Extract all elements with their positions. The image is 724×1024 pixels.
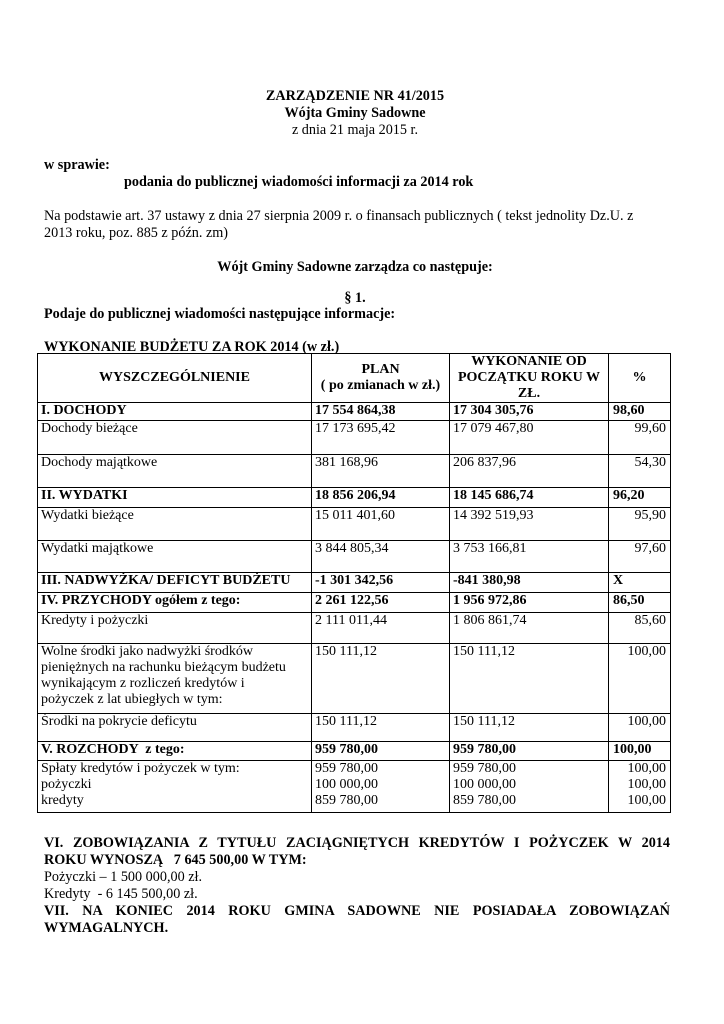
row-exec: 1 806 861,74 — [450, 613, 609, 644]
row-plan: 17 554 864,38 — [312, 403, 450, 421]
row-exec: 14 392 519,93 — [450, 508, 609, 541]
paragraph-number: § 1. — [344, 290, 366, 306]
row-name-line2: pożyczki — [41, 777, 92, 792]
row-name: Dochody majątkowe — [38, 455, 312, 488]
row-pct: 86,50 — [609, 593, 671, 613]
table-header-row — [38, 354, 671, 403]
header-execution-line1: WYKONANIE OD — [471, 354, 587, 369]
row-pct: 97,60 — [609, 541, 671, 573]
row-name: I. DOCHODY — [38, 403, 312, 421]
row-pct-line2: 100,00 — [627, 777, 666, 792]
row-pct-line3: 100,00 — [627, 793, 666, 808]
row-pct: 54,30 — [609, 455, 671, 488]
row-name: Kredyty i pożyczki — [38, 613, 312, 644]
row-exec — [450, 761, 609, 813]
row-name: V. ROZCHODY z tego: — [38, 742, 312, 761]
subject-label: w sprawie: — [44, 157, 110, 173]
row-pct: 98,60 — [609, 403, 671, 421]
header-plan-line2: ( po zmianach w zł.) — [320, 378, 441, 393]
document-title: ZARZĄDZENIE NR 41/2015 — [265, 88, 445, 104]
table-row — [38, 714, 671, 742]
row-plan-line3: 859 780,00 — [315, 793, 378, 808]
row-name-line3: wynikającym z rozliczeń kredytów i — [41, 676, 245, 691]
header-percent: % — [609, 354, 671, 403]
table-row — [38, 593, 671, 613]
row-pct: 100,00 — [609, 714, 671, 742]
row-name: IV. PRZYCHODY ogółem z tego: — [38, 593, 312, 613]
section-vi-loans: Pożyczki – 1 500 000,00 zł. — [44, 869, 203, 885]
section-vii-line2: WYMAGALNYCH. — [44, 920, 169, 936]
section-vi-line2: ROKU WYNOSZĄ 7 645 500,00 W TYM: — [44, 852, 307, 868]
document-issuer: Wójta Gminy Sadowne — [284, 105, 426, 121]
row-name — [38, 644, 312, 714]
row-name-line1: Spłaty kredytów i pożyczek w tym: — [41, 761, 240, 776]
row-exec: 959 780,00 — [450, 742, 609, 761]
header-plan — [312, 354, 450, 403]
row-name: II. WYDATKI — [38, 488, 312, 508]
row-plan: 959 780,00 — [312, 742, 450, 761]
row-name: Dochody bieżące — [38, 421, 312, 455]
row-name: Środki na pokrycie deficytu — [38, 714, 312, 742]
row-plan: 17 173 695,42 — [312, 421, 450, 455]
row-pct — [609, 761, 671, 813]
row-exec: 150 111,12 — [450, 644, 609, 714]
header-execution-line2: POCZĄTKU ROKU W — [457, 370, 601, 385]
row-pct: 95,90 — [609, 508, 671, 541]
row-name-line1: Wolne środki jako nadwyżki środków — [41, 644, 253, 659]
row-pct: X — [609, 573, 671, 593]
legal-basis-line2: 2013 roku, poz. 885 z późn. zm) — [44, 225, 229, 241]
row-plan: 2 261 122,56 — [312, 593, 450, 613]
table-row — [38, 403, 671, 421]
row-name-line3: kredyty — [41, 793, 84, 808]
row-exec-line2: 100 000,00 — [453, 777, 516, 792]
section-vi-credits: Kredyty - 6 145 500,00 zł. — [44, 886, 198, 902]
row-exec: 18 145 686,74 — [450, 488, 609, 508]
row-plan-line1: 959 780,00 — [315, 761, 378, 776]
table-row — [38, 508, 671, 541]
decree-line: Wójt Gminy Sadowne zarządza co następuje: — [217, 259, 493, 275]
document-date: z dnia 21 maja 2015 r. — [291, 122, 419, 138]
row-exec: -841 380,98 — [450, 573, 609, 593]
header-execution-line3: ZŁ. — [517, 386, 541, 401]
row-plan: 3 844 805,34 — [312, 541, 450, 573]
table-row — [38, 644, 671, 714]
row-plan: 18 856 206,94 — [312, 488, 450, 508]
header-description: WYSZCZEGÓLNIENIE — [38, 354, 312, 403]
row-pct: 99,60 — [609, 421, 671, 455]
table-row — [38, 488, 671, 508]
row-exec: 3 753 166,81 — [450, 541, 609, 573]
row-exec: 206 837,96 — [450, 455, 609, 488]
row-plan — [312, 761, 450, 813]
row-pct: 85,60 — [609, 613, 671, 644]
row-pct-line1: 100,00 — [627, 761, 666, 776]
table-row — [38, 541, 671, 573]
paragraph-text: Podaje do publicznej wiadomości następujące informacje: — [44, 306, 396, 322]
row-name: III. NADWYŻKA/ DEFICYT BUDŻETU — [38, 573, 312, 593]
row-exec: 150 111,12 — [450, 714, 609, 742]
row-name-line2: pieniężnych na rachunku bieżącym budżetu — [41, 660, 286, 675]
subject-text: podania do publicznej wiadomości informacji za 2014 rok — [124, 174, 474, 190]
row-plan-line2: 100 000,00 — [315, 777, 378, 792]
row-plan: 15 011 401,60 — [312, 508, 450, 541]
row-plan: -1 301 342,56 — [312, 573, 450, 593]
row-exec-line3: 859 780,00 — [453, 793, 516, 808]
row-exec: 1 956 972,86 — [450, 593, 609, 613]
header-execution — [450, 354, 609, 403]
table-row — [38, 761, 671, 813]
table-row — [38, 421, 671, 455]
row-name — [38, 761, 312, 813]
row-pct: 100,00 — [609, 742, 671, 761]
row-exec-line1: 959 780,00 — [453, 761, 516, 776]
budget-table — [37, 353, 671, 813]
table-row — [38, 455, 671, 488]
table-row — [38, 573, 671, 593]
row-name: Wydatki majątkowe — [38, 541, 312, 573]
row-exec: 17 079 467,80 — [450, 421, 609, 455]
row-plan: 150 111,12 — [312, 644, 450, 714]
header-plan-line1: PLAN — [361, 362, 400, 377]
table-row — [38, 742, 671, 761]
section-vi-line1: VI. ZOBOWIĄZANIA Z TYTUŁU ZACIĄGNIĘTYCH KREDYTÓW I POŻYCZEK W 2014 — [44, 835, 670, 851]
row-pct: 100,00 — [609, 644, 671, 714]
section-vii-line1: VII. NA KONIEC 2014 ROKU GMINA SADOWNE NIE POSIADAŁA ZOBOWIĄZAŃ — [44, 903, 670, 919]
row-pct: 96,20 — [609, 488, 671, 508]
row-plan: 2 111 011,44 — [312, 613, 450, 644]
row-plan: 381 168,96 — [312, 455, 450, 488]
table-row — [38, 613, 671, 644]
row-plan: 150 111,12 — [312, 714, 450, 742]
row-name: Wydatki bieżące — [38, 508, 312, 541]
row-exec: 17 304 305,76 — [450, 403, 609, 421]
row-name-line4: pożyczek z lat ubiegłych w tym: — [41, 692, 223, 707]
legal-basis-line1: Na podstawie art. 37 ustawy z dnia 27 sierpnia 2009 r. o finansach publicznych ( tekst jednolity Dz.U. z — [44, 208, 634, 224]
table-title: WYKONANIE BUDŻETU ZA ROK 2014 (w zł.) — [44, 339, 340, 355]
